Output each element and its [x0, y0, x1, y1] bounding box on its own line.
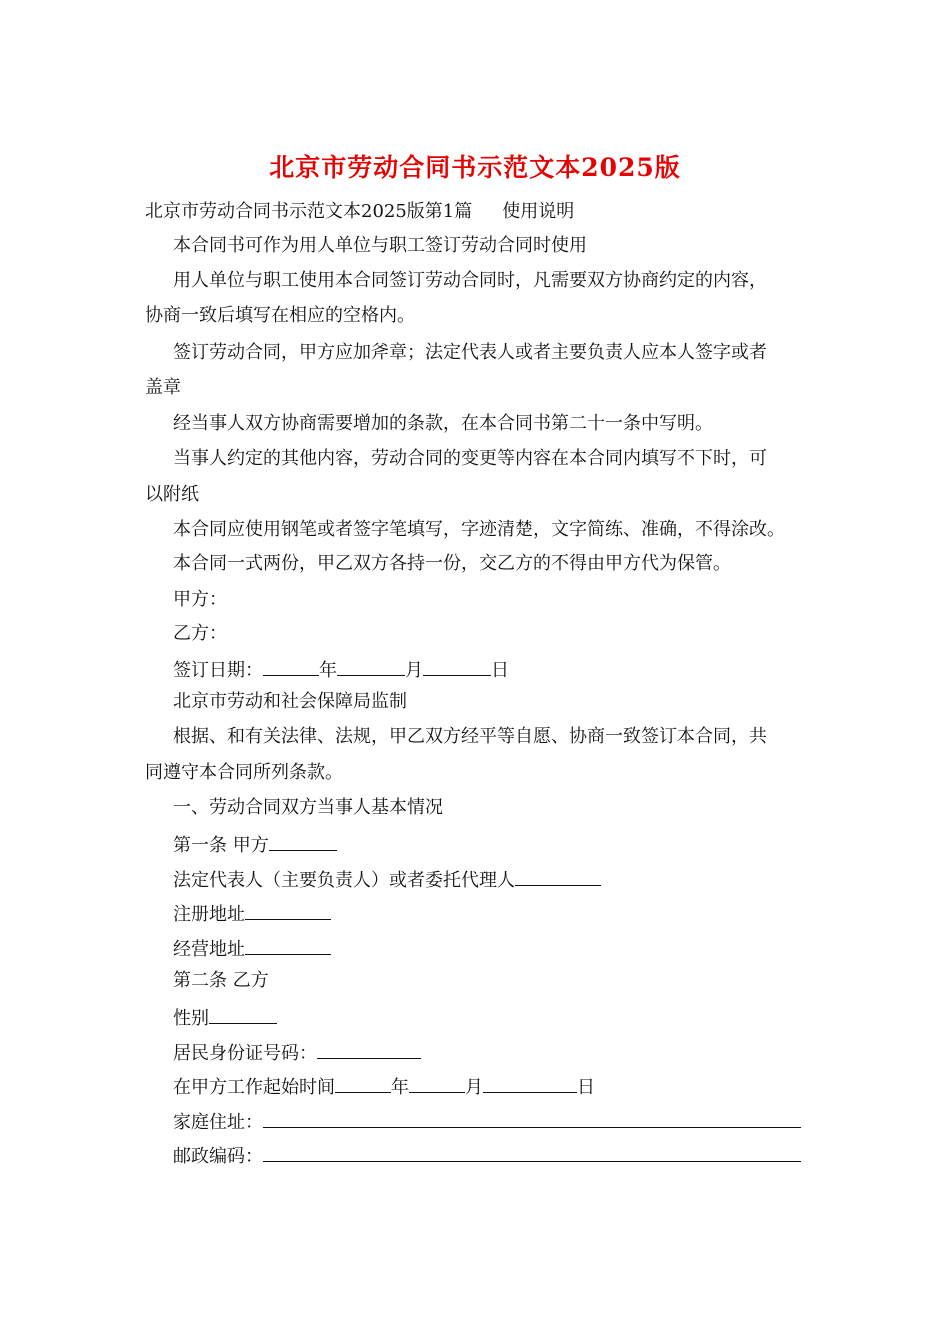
id-line	[173, 1038, 421, 1067]
year-label: 年	[391, 1077, 409, 1098]
subtitle: 北京市劳动合同书示范文本2025版第1篇	[145, 201, 473, 222]
reg-addr-blank[interactable]	[245, 899, 331, 920]
paragraph: 签订劳动合同，甲方应加斧章；法定代表人或者主要负责人应本人签字或者	[173, 342, 767, 363]
start-day-blank[interactable]	[483, 1072, 577, 1093]
paragraph-continuation: 协商一致后填写在相应的空格内。	[145, 305, 415, 326]
home-addr-label: 家庭住址：	[173, 1112, 263, 1133]
paragraph: 本合同一式两份，甲乙双方各持一份，交乙方的不得由甲方代为保管。	[173, 553, 731, 574]
postcode-blank[interactable]	[263, 1141, 801, 1162]
party-b-label: 乙方：	[173, 623, 227, 644]
paragraph: 用人单位与职工使用本合同签订劳动合同时，凡需要双方协商约定的内容，	[173, 270, 767, 291]
biz-addr-line	[173, 934, 331, 963]
sign-month-blank[interactable]	[337, 655, 405, 676]
start-year-blank[interactable]	[335, 1072, 391, 1093]
gender-line	[173, 1003, 277, 1032]
start-label: 在甲方工作起始时间	[173, 1077, 335, 1098]
sign-date-line	[173, 655, 509, 684]
month-label: 月	[465, 1077, 483, 1098]
gender-label: 性别	[173, 1008, 209, 1029]
section-heading: 一、劳动合同双方当事人基本情况	[173, 797, 443, 818]
legal-rep-label: 法定代表人（主要负责人）或者委托代理人	[173, 870, 515, 891]
paragraph: 经当事人双方协商需要增加的条款，在本合同书第二十一条中写明。	[173, 413, 713, 434]
biz-addr-blank[interactable]	[245, 934, 331, 955]
subtitle-right: 使用说明	[502, 201, 575, 222]
supervisor-line: 北京市劳动和社会保障局监制	[173, 691, 407, 712]
postcode-label: 邮政编码：	[173, 1146, 263, 1167]
gender-blank[interactable]	[209, 1003, 277, 1024]
paragraph: 本合同书可作为用人单位与职工签订劳动合同时使用	[173, 235, 587, 256]
article-1-label: 第一条 甲方	[173, 835, 269, 856]
year-label: 年	[319, 660, 337, 681]
party-a-blank[interactable]	[269, 830, 337, 851]
biz-addr-label: 经营地址	[173, 939, 245, 960]
legal-rep-line	[173, 865, 601, 894]
paragraph: 当事人约定的其他内容，劳动合同的变更等内容在本合同内填写不下时，可	[173, 448, 767, 469]
article-1-line	[173, 830, 337, 859]
postcode-line	[173, 1141, 801, 1170]
sign-year-blank[interactable]	[263, 655, 319, 676]
paragraph-continuation: 以附纸	[145, 484, 199, 505]
home-addr-blank[interactable]	[263, 1107, 801, 1128]
day-label: 日	[491, 660, 509, 681]
sign-day-blank[interactable]	[423, 655, 491, 676]
month-label: 月	[405, 660, 423, 681]
paragraph-continuation: 同遵守本合同所列条款。	[145, 762, 343, 783]
start-month-blank[interactable]	[409, 1072, 465, 1093]
home-addr-line	[173, 1107, 801, 1136]
start-date-line	[173, 1072, 595, 1101]
subtitle-line	[145, 199, 574, 225]
paragraph: 本合同应使用钢笔或者签字笔填写，字迹清楚，文字简练、准确，不得涂改。	[173, 519, 785, 540]
reg-addr-label: 注册地址	[173, 904, 245, 925]
document-title: 北京市劳动合同书示范文本2025版	[269, 153, 681, 182]
article-2-label: 第二条 乙方	[173, 970, 269, 991]
paragraph: 根据、和有关法律、法规，甲乙双方经平等自愿、协商一致签订本合同，共	[173, 726, 767, 747]
party-a-label: 甲方：	[173, 589, 227, 610]
day-label: 日	[577, 1077, 595, 1098]
id-label: 居民身份证号码：	[173, 1043, 317, 1064]
id-blank[interactable]	[317, 1038, 421, 1059]
legal-rep-blank[interactable]	[515, 865, 601, 886]
paragraph-continuation: 盖章	[145, 377, 181, 398]
sign-date-label: 签订日期：	[173, 660, 263, 681]
reg-addr-line	[173, 899, 331, 928]
